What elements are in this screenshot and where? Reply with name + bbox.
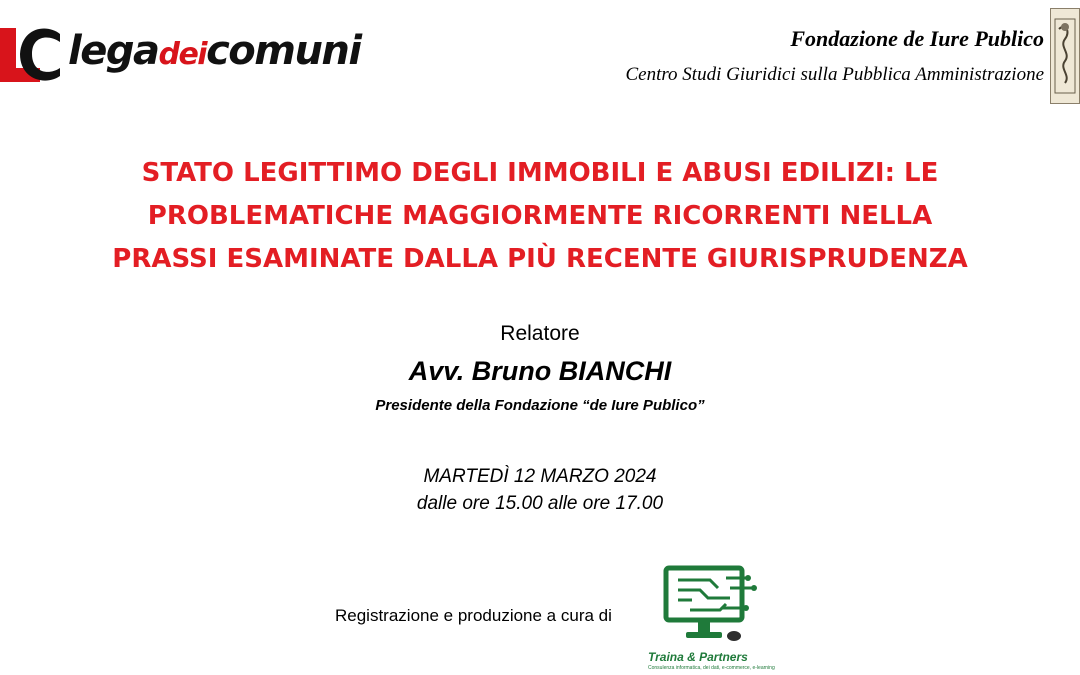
computer-circuit-icon <box>660 564 770 648</box>
speaker-name: Avv. Bruno BIANCHI <box>408 356 672 386</box>
partner-tagline: Consulenza informatica, dei dati, e-commerce, e-learning <box>648 665 775 671</box>
title-line: PROBLEMATICHE MAGGIORMENTE RICORRENTI NELLA <box>147 201 933 231</box>
lc-mark-icon <box>0 24 62 86</box>
speaker-role: Presidente della Fondazione “de Iure Publico” <box>375 397 705 414</box>
lega-dei-comuni-wordmark: legadeicomuni <box>68 28 361 74</box>
seminar-title <box>40 152 1040 281</box>
foundation-emblem-image <box>1050 8 1080 104</box>
lega-dei-comuni-logo <box>0 22 360 92</box>
foundation-subtitle: Centro Studi Giuridici sulla Pubblica Amministrazione <box>625 64 1044 85</box>
event-time: dalle ore 15.00 alle ore 17.00 <box>416 493 664 514</box>
speaker-label: Relatore <box>500 322 580 345</box>
partner-name: Traina & Partners <box>648 650 748 664</box>
foundation-header <box>625 26 1044 86</box>
registration-text: Registrazione e produzione a cura di <box>335 606 612 625</box>
event-date: MARTEDÌ 12 MARZO 2024 <box>423 466 657 487</box>
title-line: STATO LEGITTIMO DEGLI IMMOBILI E ABUSI EDILIZI: LE <box>141 158 939 188</box>
traina-partners-logo <box>640 564 775 672</box>
foundation-name: Fondazione de Iure Publico <box>790 26 1044 51</box>
title-line: PRASSI ESAMINATE DALLA PIÙ RECENTE GIURISPRUDENZA <box>112 244 968 274</box>
